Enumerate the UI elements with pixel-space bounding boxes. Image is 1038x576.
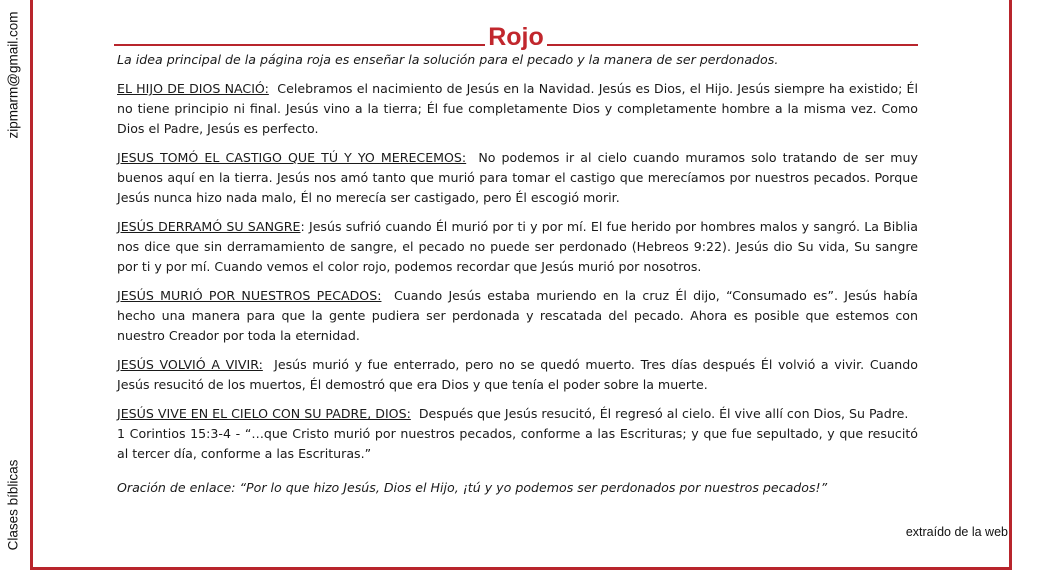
source-note: extraído de la web [905,525,1008,539]
side-email [0,0,26,150]
section-body: Cuando Jesús estaba muriendo en la cruz Él dijo, “Consumado es”. Jesús había hecho una manera para que la gente pudiera ser perdonada y rescatada del pecado. Ahora es posible que estemos con nuestro Creador por toda la eternidad. [117,288,918,343]
section-paragraph [117,79,918,139]
section-heading: JESUS TOMÓ EL CASTIGO QUE TÚ Y YO MERECEMOS: [117,150,467,165]
closing-prayer: Oración de enlace: “Por lo que hizo Jesús, Dios el Hijo, ¡tú y yo podemos ser perdonados por nuestros pecados!” [117,480,828,495]
section-body: Después que Jesús resucitó, Él regresó al cielo. Él vive allí con Dios, Su Padre. [418,406,909,421]
section-body: : Jesús sufrió cuando Él murió por ti y por mí. El fue herido por hombres malos y sangró. La Biblia nos dice que sin derramamiento de sangre, el pecado no puede ser perdonado (Hebreos 9:22). Jesús dio Su vida, Su sangre por ti y por mí. Cuando vemos el color rojo, podemos recordar que Jesús murió por nosotros. [117,219,918,274]
section-paragraph [117,286,918,346]
section-paragraph [117,355,918,395]
section-heading: JESÚS VIVE EN EL CIELO CON SU PADRE, DIOS: [117,406,411,421]
lesson-content [117,50,918,507]
section-paragraph [117,404,918,424]
title-row [114,18,918,50]
section-heading: JESÚS VOLVIÓ A VIVIR: [117,357,263,372]
section-paragraph [117,217,918,277]
section-heading: JESÚS DERRAMÓ SU SANGRE [117,219,301,234]
section-heading: EL HIJO DE DIOS NACIÓ: [117,81,269,96]
title-rule-left [114,44,485,46]
section-body: Celebramos el nacimiento de Jesús en la Navidad. Jesús es Dios, el Hijo. Jesús siempre ha existido; Él no tiene principio ni final. Jesús vino a la tierra; Él fue completamente Dios y completamente hombre a la misma vez. Como Dios el Padre, Jesús es perfecto. [117,81,919,136]
section-heading: JESÚS MURIÓ POR NUESTROS PECADOS: [117,288,382,303]
section-paragraph [117,148,918,208]
title-rule-right [547,44,918,46]
side-classes-label [0,455,26,555]
bible-verse: 1 Corintios 15:3-4 - “…que Cristo murió por nuestros pecados, conforme a las Escrituras; y que fue sepultado, y que resucitó al tercer día, conforme a las Escrituras.” [117,426,918,461]
intro-text: La idea principal de la página roja es enseñar la solución para el pecado y la manera de ser perdonados. [117,52,779,67]
side-classes-text: Clases bíblicas [5,459,21,551]
section-body: No podemos ir al cielo cuando muramos solo tratando de ser muy buenos aquí en la tierra. Jesús nos amó tanto que murió para tomar el castigo que merecíamos por nuestros pecados. Porque Jesús nunca hizo nada malo, Él no merecía ser castigado, pero Él escogió morir. [117,150,918,205]
page-title: Rojo [488,23,544,51]
side-email-text: zipmarm@gmail.com [5,11,21,139]
section-body: Jesús murió y fue enterrado, pero no se quedó muerto. Tres días después Él volvió a vivir. Cuando Jesús resucitó de los muertos, Él demostró que era Dios y que tenía el poder sobre la muerte. [117,357,918,392]
